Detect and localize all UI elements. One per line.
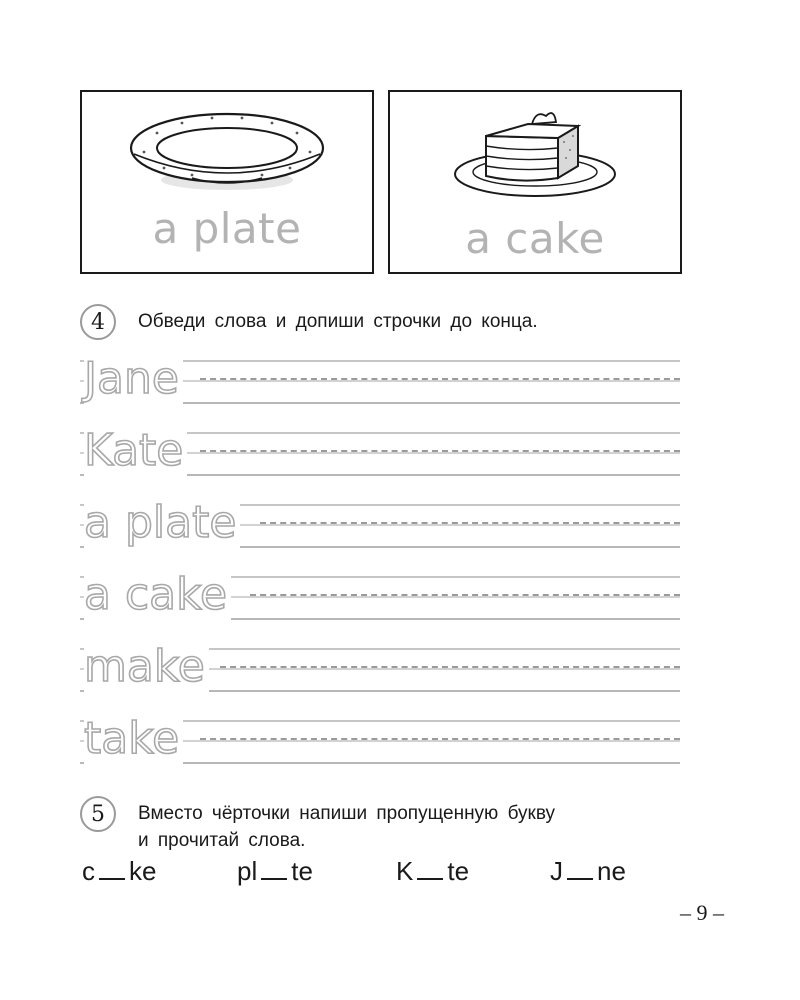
letter-blank[interactable] <box>99 858 125 880</box>
task-5-instruction <box>138 796 555 854</box>
writing-line[interactable] <box>80 496 680 568</box>
fill-word-end: ne <box>597 856 626 886</box>
writing-line[interactable] <box>80 712 680 784</box>
letter-blank[interactable] <box>261 858 287 880</box>
task-5-heading <box>80 796 700 854</box>
task-5-instruction-line1: Вместо чёрточки напиши пропущенную букву <box>138 803 556 824</box>
picture-card-cake <box>388 90 682 274</box>
task-4-heading <box>80 304 700 340</box>
dashed-guide <box>200 738 680 740</box>
fill-word <box>550 856 626 887</box>
task-number-badge: 4 <box>80 304 116 340</box>
writing-line[interactable] <box>80 640 680 712</box>
card-word-cake: a cake <box>465 214 605 263</box>
fill-word <box>237 856 313 887</box>
card-word-plate: a plate <box>152 204 302 253</box>
task-5-instruction-line2: и прочитай слова. <box>138 830 306 851</box>
writing-line[interactable] <box>80 424 680 496</box>
task-number-badge: 5 <box>80 796 116 832</box>
trace-word: make <box>84 642 209 692</box>
trace-word: take <box>84 714 183 764</box>
fill-word-start: K <box>396 856 414 886</box>
fill-word <box>82 856 156 887</box>
dashed-guide <box>200 378 680 380</box>
dashed-guide <box>200 450 680 452</box>
letter-blank[interactable] <box>417 858 443 880</box>
fill-word-end: te <box>291 856 313 886</box>
fill-word-end: te <box>447 856 470 886</box>
page-number: – 9 – <box>680 900 724 925</box>
dashed-guide <box>260 522 680 524</box>
writing-line[interactable] <box>80 352 680 424</box>
trace-word: Kate <box>84 426 187 476</box>
trace-word: a plate <box>84 498 240 548</box>
trace-word: a cake <box>84 570 231 620</box>
fill-word-start: c <box>82 856 95 886</box>
picture-card-plate <box>80 90 374 274</box>
dashed-guide <box>220 666 680 668</box>
fill-word-start: pl <box>237 856 258 886</box>
trace-word: Jane <box>84 354 183 404</box>
letter-blank[interactable] <box>567 858 593 880</box>
task-4-instruction: Обведи слова и допиши строчки до конца. <box>138 311 538 332</box>
fill-word-start: J <box>550 856 563 886</box>
writing-line[interactable] <box>80 568 680 640</box>
fill-word <box>396 856 469 887</box>
handwriting-lines <box>80 352 680 784</box>
dashed-guide <box>250 594 680 596</box>
fill-word-end: ke <box>129 856 157 886</box>
